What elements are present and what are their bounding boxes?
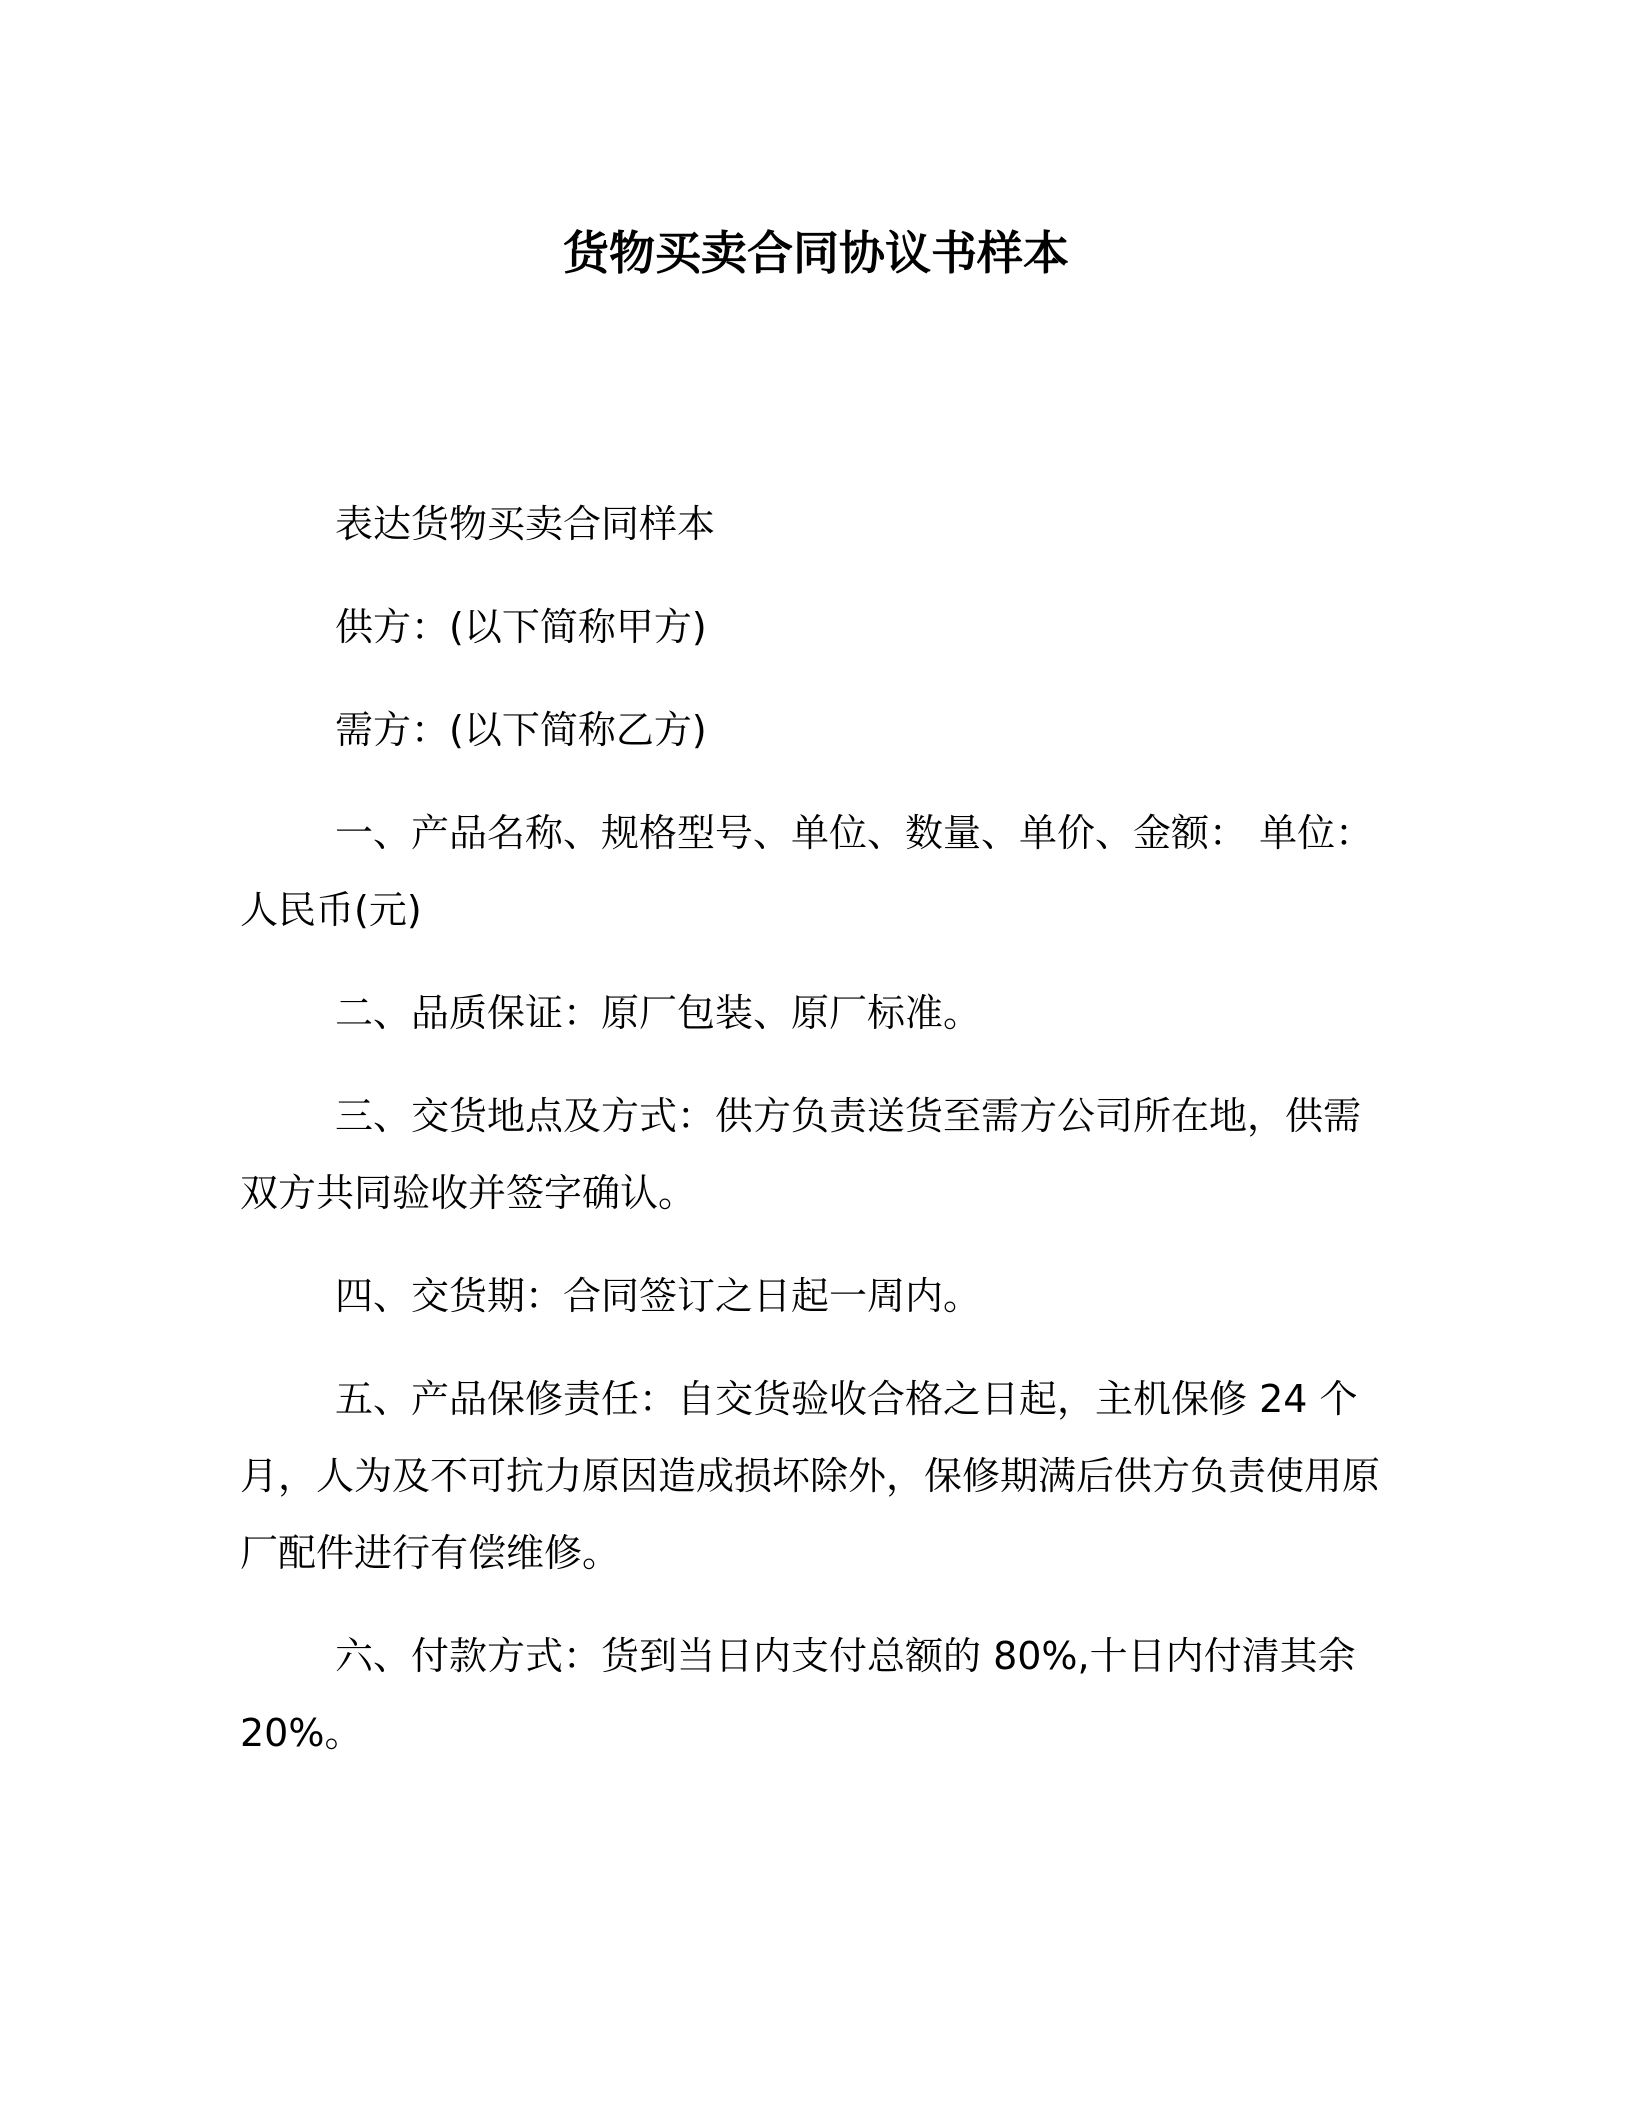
clause-3-delivery-location: 三、交货地点及方式：供方负责送货至需方公司所在地，供需双方共同验收并签字确认。 [240,1094,1362,1215]
paragraph-supplier: 供方：(以下简称甲方) [335,605,707,649]
clause-6-payment: 六、付款方式：货到当日内支付总额的 80%,十日内付清其余 20%。 [240,1634,1356,1755]
clause-1-product: 一、产品名称、规格型号、单位、数量、单价、金额： 单位：人民币(元) [240,811,1374,932]
clause-5-warranty: 五、产品保修责任：自交货验收合格之日起，主机保修 24 个月，人为及不可抗力原因造成损坏除外，保修期满后供方负责使用原厂配件进行有偿维修。 [240,1377,1381,1575]
document-body [240,486,1390,1798]
clause-2-quality: 二、品质保证：原厂包装、原厂标准。 [335,991,982,1035]
paragraph-intro: 表达货物买卖合同样本 [335,502,716,546]
paragraph-buyer: 需方：(以下简称乙方) [335,708,707,752]
clause-4-delivery-period: 四、交货期：合同签订之日起一周内。 [335,1274,982,1318]
document-title: 货物买卖合同协议书样本 [563,226,1069,280]
